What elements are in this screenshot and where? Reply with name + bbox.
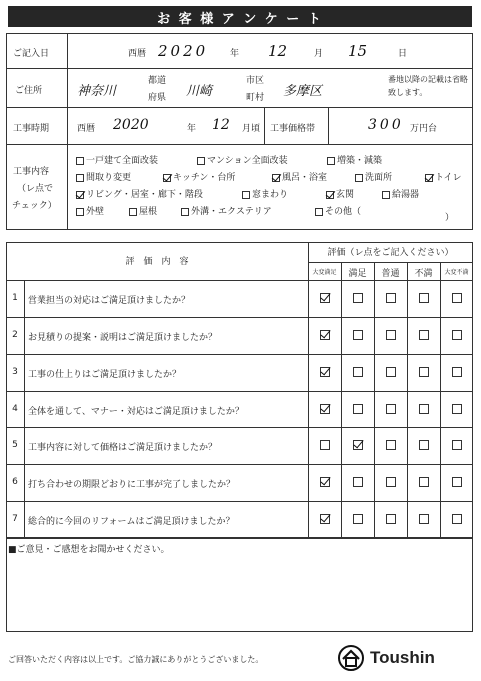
city-value[interactable]: 川崎 xyxy=(186,84,213,99)
work-option[interactable] xyxy=(129,204,157,217)
work-option-label: 玄関 xyxy=(336,190,355,200)
question-text: 営業担当の対応はご満足頂けましたか？ xyxy=(28,296,191,306)
question-number: 6 xyxy=(12,477,18,488)
rating-checkbox[interactable] xyxy=(419,477,429,487)
work-option[interactable] xyxy=(355,170,392,183)
content-label-1: 工事内容 xyxy=(13,167,50,177)
question-number: 1 xyxy=(12,293,18,303)
work-option-checkbox[interactable] xyxy=(76,191,84,199)
rating-checkbox[interactable] xyxy=(452,330,462,340)
work-option-label: 一戸建て全面改装 xyxy=(86,156,159,166)
content-label-3: チェック） xyxy=(12,201,57,211)
work-option[interactable] xyxy=(76,170,131,183)
question-text: 打ち合わせの期限どおりに工事が完了しましたか？ xyxy=(28,480,236,491)
rating-column-header: 満足 xyxy=(348,269,367,279)
brand-name: Toushin xyxy=(370,648,435,667)
rating-checkbox[interactable] xyxy=(386,477,396,487)
work-option-checkbox[interactable] xyxy=(129,208,137,216)
rating-checkbox[interactable] xyxy=(419,440,429,450)
rating-checkbox[interactable] xyxy=(353,293,363,303)
ward-value[interactable]: 多摩区 xyxy=(283,84,323,99)
rating-checkbox[interactable] xyxy=(320,330,330,340)
question-number: 5 xyxy=(12,440,18,451)
rating-checkbox[interactable] xyxy=(353,514,363,524)
question-number: 3 xyxy=(12,366,18,377)
rating-checkbox[interactable] xyxy=(452,293,462,303)
survey-rating-header: 評価（レ点をご記入ください） xyxy=(327,248,454,258)
work-option-checkbox[interactable] xyxy=(163,174,171,182)
work-option-label: トイレ xyxy=(435,173,462,183)
work-option[interactable] xyxy=(181,204,272,217)
pref-unit-bottom: 府県 xyxy=(148,93,167,103)
work-option[interactable] xyxy=(242,187,288,200)
question-text: 工事の仕上りはご満足頂けましたか？ xyxy=(28,369,182,380)
prefecture-value[interactable]: 神奈川 xyxy=(77,84,117,99)
rating-checkbox[interactable] xyxy=(386,330,396,340)
other-close-paren: ） xyxy=(445,213,455,223)
rating-checkbox[interactable] xyxy=(320,404,330,414)
rating-checkbox[interactable] xyxy=(320,293,330,303)
work-option-label: リビング・居室・廊下・階段 xyxy=(86,190,203,200)
work-option[interactable] xyxy=(326,187,354,200)
work-option-checkbox[interactable] xyxy=(425,174,433,182)
rating-checkbox[interactable] xyxy=(386,293,396,303)
price-label: 工事価格帯 xyxy=(270,124,316,134)
work-option-label: マンション全面改装 xyxy=(207,156,288,166)
comments-label: ■ご意見・ご感想をお聞かせください。 xyxy=(8,545,170,555)
work-option-checkbox[interactable] xyxy=(197,157,205,165)
work-option[interactable] xyxy=(163,170,235,183)
date-day-unit: 日 xyxy=(398,49,408,59)
work-option-label: その他（ xyxy=(325,207,362,217)
work-option[interactable] xyxy=(382,187,419,200)
period-month-value[interactable]: 12 xyxy=(212,117,230,133)
work-option-label: 外壁 xyxy=(86,207,105,217)
rating-checkbox[interactable] xyxy=(419,293,429,303)
content-label-2: （レ点で xyxy=(17,184,54,194)
survey-content-header: 評 価 内 容 xyxy=(125,257,189,267)
rating-column-header: 大変不満 xyxy=(444,269,469,276)
rating-checkbox[interactable] xyxy=(320,440,330,450)
work-option[interactable] xyxy=(315,204,361,217)
rating-checkbox[interactable] xyxy=(452,404,462,414)
footer-text: ご回答いただく内容は以上です。ご協力誠にありがとうございました。 xyxy=(8,655,264,664)
date-label: ご記入日 xyxy=(13,49,50,59)
question-text: 全体を通して、マナー・対応はご満足頂けましたか？ xyxy=(28,406,244,417)
work-option[interactable] xyxy=(272,170,327,183)
date-month-unit: 月 xyxy=(314,49,324,59)
work-option[interactable] xyxy=(425,170,462,183)
work-option-label: 間取り変更 xyxy=(86,173,132,183)
work-option-checkbox[interactable] xyxy=(355,174,363,182)
question-text: お見積りの提案・説明はご満足頂けましたか？ xyxy=(28,332,218,343)
rating-column-header: 不満 xyxy=(414,269,433,279)
city-unit-top: 市区 xyxy=(246,76,265,86)
rating-checkbox[interactable] xyxy=(452,367,462,377)
rating-checkbox[interactable] xyxy=(353,404,363,414)
period-label: 工事時期 xyxy=(13,124,50,134)
pref-unit-top: 都道 xyxy=(148,76,167,86)
rating-checkbox[interactable] xyxy=(386,404,396,414)
date-month-value[interactable]: 12 xyxy=(268,42,288,60)
rating-checkbox[interactable] xyxy=(353,477,363,487)
page-title: お 客 様 ア ン ケ ー ト xyxy=(157,12,323,27)
work-option-checkbox[interactable] xyxy=(315,208,323,216)
question-number: 2 xyxy=(12,329,18,340)
date-year-value[interactable]: 2020 xyxy=(158,42,209,60)
rating-checkbox[interactable] xyxy=(419,404,429,414)
rating-checkbox[interactable] xyxy=(386,367,396,377)
rating-checkbox[interactable] xyxy=(419,514,429,524)
work-option-label: 洗面所 xyxy=(365,173,393,183)
price-value[interactable]: 300 xyxy=(368,117,404,133)
date-day-value[interactable]: 15 xyxy=(348,42,368,60)
work-option-checkbox[interactable] xyxy=(181,208,189,216)
work-option[interactable] xyxy=(76,204,104,217)
rating-checkbox[interactable] xyxy=(419,367,429,377)
work-option-checkbox[interactable] xyxy=(272,174,280,182)
rating-column-header: 普通 xyxy=(381,269,400,279)
work-option-checkbox[interactable] xyxy=(327,157,335,165)
work-option[interactable] xyxy=(76,187,203,200)
question-text: 工事内容に対して価格はご満足頂けましたか？ xyxy=(28,443,218,454)
work-option[interactable] xyxy=(197,153,288,166)
address-label: ご住所 xyxy=(15,86,43,96)
period-year-unit: 年 xyxy=(187,124,197,134)
work-option-checkbox[interactable] xyxy=(382,191,390,199)
work-option-checkbox[interactable] xyxy=(76,157,84,165)
rating-checkbox[interactable] xyxy=(419,330,429,340)
rating-checkbox[interactable] xyxy=(353,367,363,377)
rating-column-header: 大変満足 xyxy=(312,269,337,276)
price-unit: 万円台 xyxy=(410,124,438,134)
rating-checkbox[interactable] xyxy=(353,440,363,450)
period-era: 西暦 xyxy=(77,124,96,134)
rating-checkbox[interactable] xyxy=(452,440,462,450)
rating-checkbox[interactable] xyxy=(386,514,396,524)
work-option-label: 給湯器 xyxy=(392,190,420,200)
work-option-checkbox[interactable] xyxy=(76,174,84,182)
rating-checkbox[interactable] xyxy=(452,514,462,524)
work-option-label: 屋根 xyxy=(139,207,158,217)
address-note: 番地以降の記載は省略致します。 xyxy=(388,75,468,97)
period-year-value[interactable]: 2020 xyxy=(113,117,149,133)
work-option-checkbox[interactable] xyxy=(242,191,250,199)
rating-checkbox[interactable] xyxy=(452,477,462,487)
city-unit-bottom: 町村 xyxy=(246,93,265,103)
date-year-unit: 年 xyxy=(230,49,240,59)
question-number: 4 xyxy=(12,403,18,414)
period-month-unit: 月頃 xyxy=(242,124,261,134)
work-option-checkbox[interactable] xyxy=(326,191,334,199)
question-text: 総合的に今回のリフォームはご満足頂けましたか？ xyxy=(28,517,235,528)
work-option-checkbox[interactable] xyxy=(76,208,84,216)
rating-checkbox[interactable] xyxy=(353,330,363,340)
house-logo-icon xyxy=(336,645,366,671)
work-option-label: 風呂・浴室 xyxy=(282,173,328,183)
question-number: 7 xyxy=(12,514,18,525)
rating-checkbox[interactable] xyxy=(320,477,330,487)
work-option-label: キッチン・台所 xyxy=(173,173,236,183)
date-era: 西暦 xyxy=(128,49,147,59)
rating-checkbox[interactable] xyxy=(320,367,330,377)
work-option[interactable] xyxy=(327,153,382,166)
work-option-label: 窓まわり xyxy=(252,190,289,200)
rating-checkbox[interactable] xyxy=(320,514,330,524)
work-option-label: 外溝・エクステリア xyxy=(191,207,272,217)
work-option[interactable] xyxy=(76,153,158,166)
rating-checkbox[interactable] xyxy=(386,440,396,450)
work-option-label: 増築・減築 xyxy=(337,156,383,166)
